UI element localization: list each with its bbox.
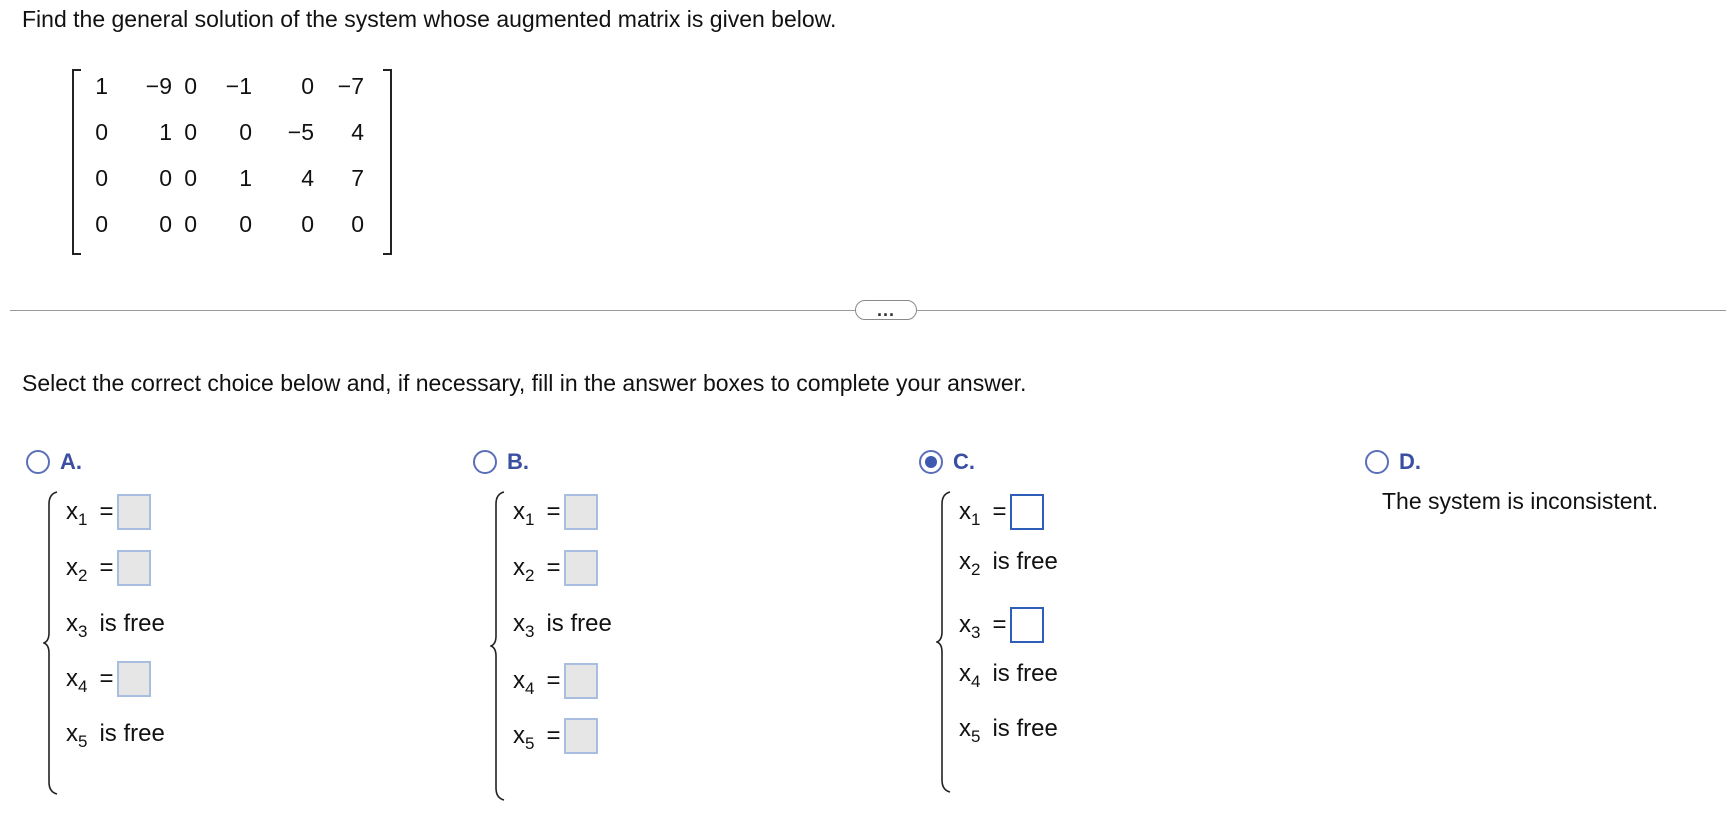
choice-d-option[interactable] [1365,447,1421,477]
variable-label: $x_4$ [513,667,535,698]
free-variable-text: is free [99,720,165,747]
matrix-cell: 4 [301,165,314,191]
equals-sign: = [992,611,1007,638]
matrix-cell: −7 [337,73,364,99]
variable-label: $x_2$ [66,554,88,585]
free-variable-text: is free [992,660,1058,687]
answer-box-x1[interactable] [1010,494,1044,530]
choice-a-radio[interactable] [26,450,50,474]
choice-b-row-x2 [513,548,598,588]
choice-b-brace [490,490,508,802]
answer-box-x1[interactable] [564,494,598,530]
question-text: Find the general solution of the system whose augmented matrix is given below. [22,6,837,32]
instruction-text: Select the correct choice below and, if necessary, fill in the answer boxes to complete your answer. [22,370,1027,396]
matrix-cell: 0 [184,211,197,237]
matrix-cell: 0 [95,165,108,191]
variable-label: $x_2$ [959,548,981,579]
variable-label: $x_2$ [513,554,535,585]
equals-sign: = [546,498,561,525]
matrix-cell: 1 [95,73,108,99]
matrix-cell: 7 [351,165,364,191]
choice-a-label: A. [60,449,82,474]
matrix-cell: 0 [159,211,172,237]
choice-b-row-x4 [513,661,598,701]
choice-d-label: D. [1399,449,1421,474]
choice-a-row-x5 [66,714,165,754]
equals-sign: = [99,554,114,581]
choice-b-row-x5 [513,716,598,756]
augmented-matrix [72,69,392,255]
answer-box-x1[interactable] [117,494,151,530]
variable-label: $x_3$ [959,611,981,642]
choice-c-row-x2 [959,542,1058,582]
variable-label: $x_4$ [66,665,88,696]
choice-a-brace [43,490,61,796]
equals-sign: = [546,722,561,749]
variable-label: $x_1$ [959,498,981,529]
equals-sign: = [99,665,114,692]
answer-box-x5[interactable] [564,718,598,754]
free-variable-text: is free [992,715,1058,742]
matrix-cell: 0 [184,73,197,99]
choice-c-option[interactable] [919,447,975,477]
choice-c-row-x4 [959,654,1058,694]
choice-b-row-x1 [513,492,598,532]
choice-b-row-x3 [513,604,612,644]
matrix-cell: −9 [145,73,172,99]
answer-box-x3[interactable] [1010,607,1044,643]
free-variable-text: is free [546,610,612,637]
matrix-cell: 0 [184,165,197,191]
matrix-cell: 0 [301,73,314,99]
free-variable-text: is free [99,610,165,637]
variable-label: $x_5$ [513,722,535,753]
matrix-cell: −1 [225,73,252,99]
matrix-cell: 0 [184,119,197,145]
choice-c-row-x3 [959,605,1044,645]
equals-sign: = [546,667,561,694]
choice-a-row-x4 [66,659,151,699]
answer-box-x2[interactable] [564,550,598,586]
variable-label: $x_1$ [66,498,88,529]
matrix-cell: 0 [301,211,314,237]
choice-b-label: B. [507,449,529,474]
matrix-cell: −5 [287,119,314,145]
choice-d-text: The system is inconsistent. [1382,488,1659,514]
choice-b-option[interactable] [473,447,529,477]
answer-box-x4[interactable] [117,661,151,697]
variable-label: $x_4$ [959,660,981,691]
choice-b-radio[interactable] [473,450,497,474]
matrix-cell: 1 [159,119,172,145]
equals-sign: = [546,554,561,581]
choice-a-option[interactable] [26,447,82,477]
matrix-cell: 0 [239,211,252,237]
free-variable-text: is free [992,548,1058,575]
matrix-cell: 0 [159,165,172,191]
choice-d-radio[interactable] [1365,450,1389,474]
variable-label: $x_5$ [66,720,88,751]
choice-c-row-x5 [959,709,1058,749]
choice-c-row-x1 [959,492,1044,532]
matrix-cell: 0 [239,119,252,145]
variable-label: $x_3$ [66,610,88,641]
choice-c-brace [936,490,954,794]
matrix-cell: 0 [95,211,108,237]
choice-a-row-x2 [66,548,151,588]
variable-label: $x_3$ [513,610,535,641]
choice-c-radio[interactable] [919,450,943,474]
matrix-cell: 4 [351,119,364,145]
answer-box-x2[interactable] [117,550,151,586]
matrix-cell: 0 [351,211,364,237]
choice-a-row-x1 [66,492,151,532]
equals-sign: = [99,498,114,525]
matrix-cell: 0 [95,119,108,145]
matrix-right-bracket [383,69,392,255]
answer-box-x4[interactable] [564,663,598,699]
equals-sign: = [992,498,1007,525]
variable-label: $x_5$ [959,715,981,746]
choice-a-row-x3 [66,604,165,644]
choice-c-label: C. [953,449,975,474]
matrix-cell: 1 [239,165,252,191]
show-more-button[interactable]: ... [855,300,917,320]
variable-label: $x_1$ [513,498,535,529]
